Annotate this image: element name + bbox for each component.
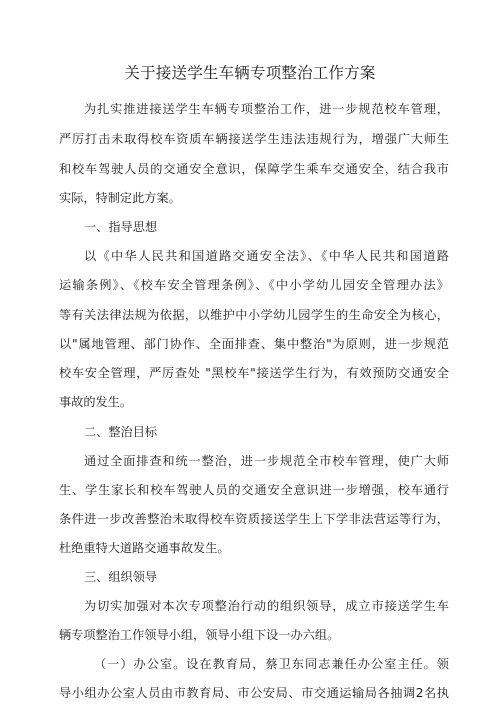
paragraph-line: 事故的发生。 (59, 395, 133, 409)
paragraph-line: 校车安全管理，严厉查处 "黑校车"接送学生行为，有效预防交通安全 (59, 366, 449, 380)
paragraph-line: 和校车驾驶人员的交通安全意识，保障学生乘车交通安全，结合我市 (59, 162, 449, 176)
paragraph-line: （一）办公室。设在教育局，蔡卫东同志兼任办公室主任。领 (94, 657, 449, 671)
paragraph-line: 生、学生家长和校车驾驶人员的交通安全意识进一步增强，校车通行 (59, 483, 449, 497)
paragraph-line: 等有关法律法规为依据，以维护中小学幼儿园学生的生命安全为核心， (59, 308, 449, 322)
paragraph-line: 杜绝重特大道路交通事故发生。 (59, 541, 230, 555)
paragraph-line: 以《中华人民共和国道路交通安全法》、《中华人民共和国道路 (84, 249, 449, 263)
section-heading-guiding-ideology: 一、指导思想 (84, 220, 158, 234)
paragraph-line: 严厉打击未取得校车资质车辆接送学生违法违规行为，增强广大师生 (59, 132, 449, 146)
paragraph-line: 为扎实推进接送学生车辆专项整治工作，进一步规范校车管理， (84, 102, 449, 116)
paragraph-line: 实际，特制定此方案。 (59, 191, 181, 205)
paragraph-line: 辆专项整治工作领导小组，领导小组下设一办六组。 (59, 628, 340, 642)
section-heading-goals: 二、整治目标 (84, 425, 158, 439)
paragraph-line: 导小组办公室人员由市教育局、市公安局、市交通运输局各抽调2名执 (59, 686, 449, 700)
paragraph-line: 条件进一步改善整治未取得校车资质接送学生上下学非法营运等行为， (59, 512, 449, 526)
paragraph-line: 运输条例》、《校车安全管理条例》、《中小学幼儿园安全管理办法》 (59, 278, 449, 292)
paragraph-line: 以"属地管理、部门协作、全面排查、集中整治"为原则，进一步规范 (59, 337, 449, 351)
section-heading-organization: 三、组织领导 (84, 570, 158, 584)
paragraph-line: 为切实加强对本次专项整治行动的组织领导，成立市接送学生车 (84, 599, 449, 613)
paragraph-line: 通过全面排查和统一整治，进一步规范全市校车管理，使广大师 (84, 454, 449, 468)
document-title: 关于接送学生车辆专项整治工作方案 (124, 64, 376, 82)
